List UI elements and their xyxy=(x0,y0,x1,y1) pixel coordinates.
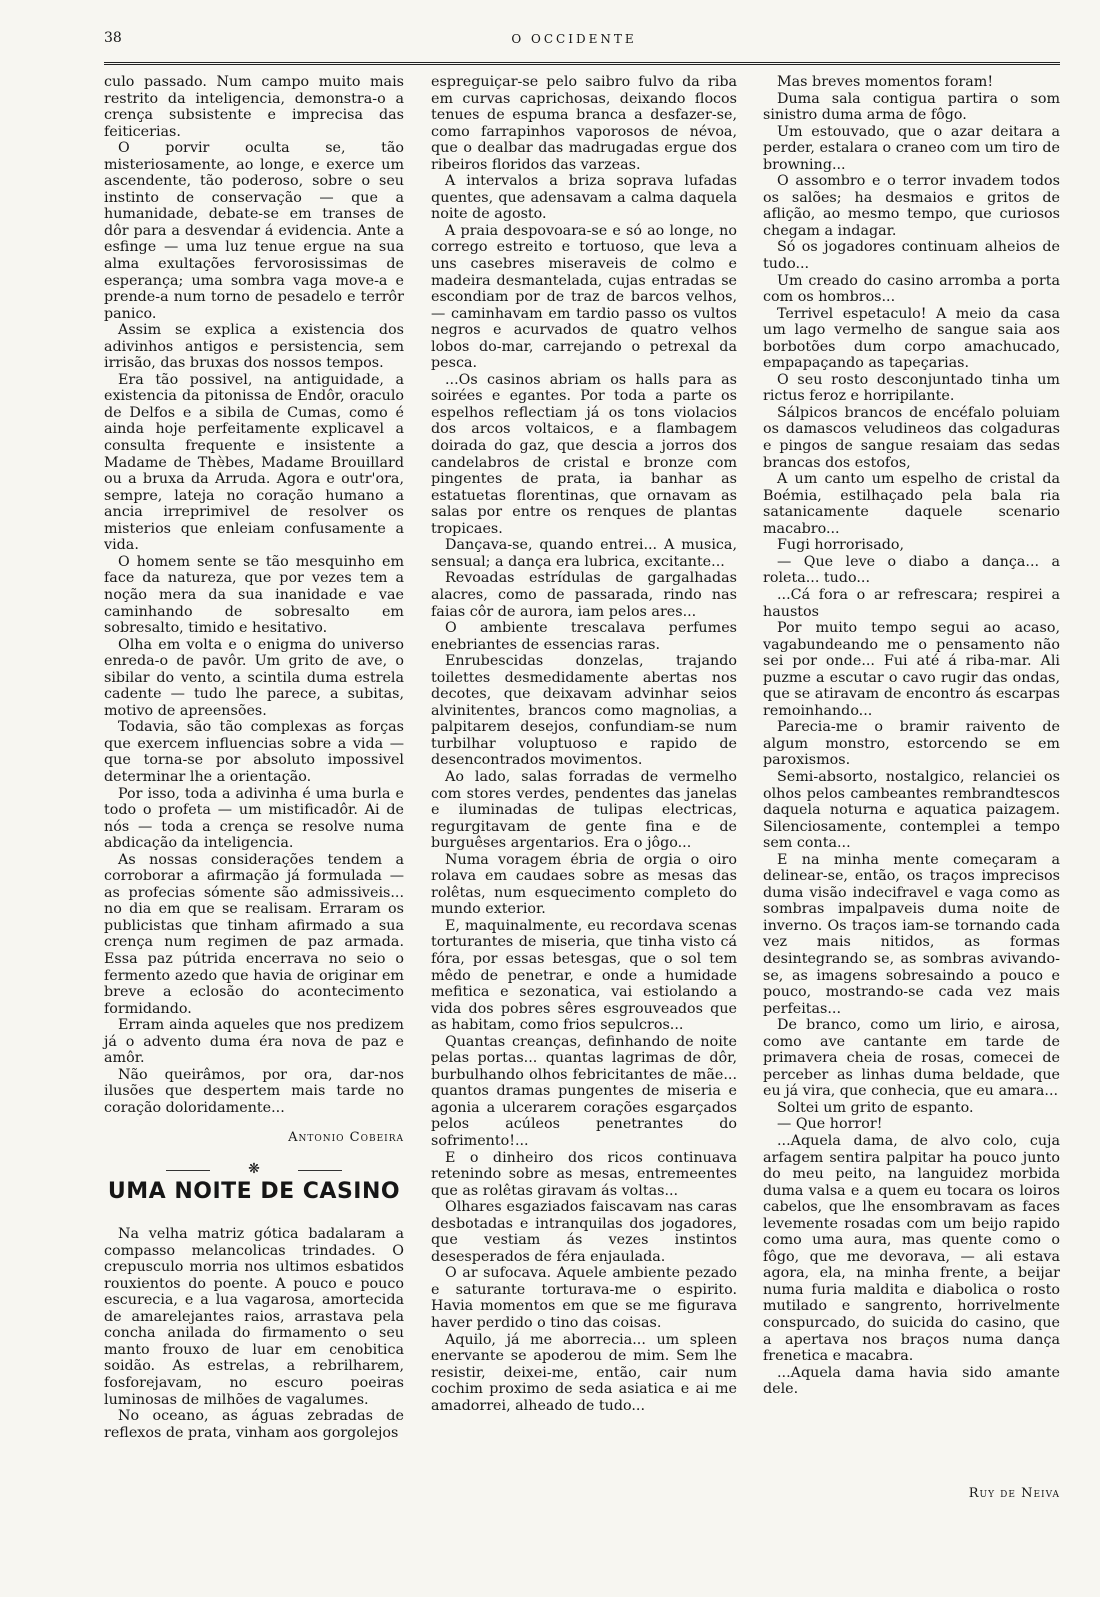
paragraph: O assombro e o terror invadem todos os salões; ha desmaios e gritos de aflição, ao mesmo tempo, que curiosos chegam a indagar. xyxy=(763,173,1060,239)
paragraph: Revoadas estrídulas de gargalhadas alacres, como de passarada, rindo nas faias côr de aurora, iam pelos ares... xyxy=(431,570,737,620)
paragraph: Todavia, são tão complexas as forças que exercem influencias sobre a vida — que torna-se por absoluto impossivel determinar lhe a orientação. xyxy=(104,719,404,785)
paragraph: A praia despovoara-se e só ao longe, no corrego estreito e tortuoso, que leva a uns casebres miseraveis de colmo e madeira desmantelada, cujas entradas se escondiam por de traz de barcos velhos, — caminhavam em tardio passo os vultos negros e acurvados de quatro velhos lobos do-mar, carrejando o petrexal da pesca. xyxy=(431,222,737,372)
paragraph: De branco, como um lirio, e airosa, como ave cantante em tarde de primavera cheia de rosas, comecei de perceber as linhas duma beldade, que eu já vira, que conhecia, que eu amara... xyxy=(763,1017,1060,1100)
paragraph: A intervalos a briza soprava lufadas quentes, que adensavam a calma daquela noite de agosto. xyxy=(431,173,737,223)
paragraph: As nossas considerações tendem a corroborar a afirmação já formulada — as profecias sómente são admissiveis... no dia em que se realisam. Erraram os publicistas que tinham afirmado a sua crença num regimen de paz armada. Essa paz pútrida encerrava no seio o fermento azedo que havia de originar em breve a eclosão do acontecimento formidando. xyxy=(104,851,404,1017)
paragraph: Na velha matriz gótica badalaram a compasso melancolicas trindades. O crepusculo morria nos ultimos esbatidos rouxientos do poente. A pouco e pouco escurecia, e a lua vagarosa, amortecida de amarelejantes raios, arrastava pela concha anilada do firmamento o seu manto frouxo de luar em cenobitica soidão. As estrelas, a rebrilharem, fosforejavam, no escuro poeiras luminosas de milhões de vagalumes. xyxy=(104,1226,404,1408)
paragraph: O seu rosto desconjuntado tinha um rictus feroz e horripilante. xyxy=(763,371,1060,405)
paragraph: Por isso, toda a adivinha é uma burla e todo o profeta — um mistificadôr. Ai de nós — toda a crença se resolve numa abdicação da inteligencia. xyxy=(104,785,404,852)
paragraph: ...Aquela dama havia sido amante dele. xyxy=(763,1364,1060,1398)
paragraph: Ao lado, salas forradas de vermelho com stores verdes, pendentes das janelas e iluminadas de tulipas electricas, regurgitavam de gente fina e de burguêses argentarios. Era o jôgo... xyxy=(431,768,737,852)
paragraph: Erram ainda aqueles que nos predizem já o advento duma éra nova de paz e amôr. xyxy=(104,1017,404,1067)
paragraph: Duma sala contigua partira o som sinistro duma arma de fôgo. xyxy=(763,90,1060,124)
paragraph: A um canto um espelho de cristal da Boémia, estilhaçado pela bala ria satanicamente daquele scenario macabro... xyxy=(763,471,1060,537)
paragraph: Só os jogadores continuam alheios de tudo... xyxy=(763,239,1060,273)
paragraph: Numa voragem ébria de orgia o oiro rolava em caudaes sobre as mesas das rolêtas, num esquecimento completo do mundo exterior. xyxy=(431,851,737,918)
header-rule xyxy=(104,62,1060,65)
column-2 xyxy=(431,74,737,1414)
paragraph: Sálpicos brancos de encéfalo poluiam os damascos veludineos das colgaduras e pingos de sangue resaiam das sedas brancas dos estofos, xyxy=(763,404,1060,471)
journal-title: O OCCIDENTE xyxy=(511,32,637,46)
column-3 xyxy=(763,74,1060,1398)
paragraph: Olhares esgaziados faiscavam nas caras desbotadas e intranquilas dos jogadores, que vestiam ás vezes instintos desesperados de féra enjaulada. xyxy=(431,1199,737,1265)
paragraph: Parecia-me o bramir raivento de algum monstro, estorcendo se em paroxismos. xyxy=(763,719,1060,769)
paragraph: O ambiente trescalava perfumes enebriantes de essencias raras. xyxy=(431,620,737,653)
ornament-divider: ❋ xyxy=(104,1161,404,1178)
paragraph: E, maquinalmente, eu recordava scenas torturantes de miseria, que tinha visto cá fóra, por essas betesgas, que o sol tem mêdo de penetrar, e onde a humidade mefitica e sezonatica, vai estiolando a vida dos pobres sêres esgrouveados que as habitam, como frios sepulcros... xyxy=(431,917,737,1034)
paragraph: culo passado. Num campo muito mais restrito da inteligencia, demonstra-o a crença subsistente e imprecisa das feiticerias. xyxy=(104,74,404,140)
paragraph: — Que leve o diabo a dança... a roleta... tudo... xyxy=(763,553,1060,587)
paragraph: Um creado do casino arromba a porta com os hombros... xyxy=(763,272,1060,306)
paragraph: Assim se explica a existencia dos adivinhos antigos e persistencia, sem irrisão, das bruxas dos nossos tempos. xyxy=(104,322,404,372)
page-header xyxy=(86,28,1062,50)
paragraph: ...Os casinos abriam os halls para as soirées e egantes. Por toda a parte os espelhos reflectiam já os tons violacios dos arcos voltaicos, e a flambagem doirada do gaz, que descia a jorros dos candelabros de cristal e bronze com pingentes de prata, ia banhar as estatuetas florentinas, que ornavam as salas por entre os renques de plantas tropicaes. xyxy=(431,371,737,537)
paragraph: ...Cá fora o ar refrescara; respirei a haustos xyxy=(763,586,1060,620)
paragraph: E o dinheiro dos ricos continuava retenindo sobre as mesas, entremeentes que as rolêtas giravam ás voltas... xyxy=(431,1149,737,1199)
author-signature: Ruy de Neiva xyxy=(968,1486,1060,1501)
page-number: 38 xyxy=(104,30,122,46)
paragraph: Soltei um grito de espanto. xyxy=(777,1099,974,1116)
column-1 xyxy=(104,74,404,1441)
paragraph: O porvir oculta se, tão misteriosamente, ao longe, e exerce um ascendente, tão poderoso, sobre o seu instinto de conservação — que a humanidade, debate-se em transes de dôr para a desvendar á evidencia. Ante a esfinge — uma luz tenue ergue na sua alma exultações fervorosissimas de esperança; uma sombra vaga move-a e prende-a num torno de pesadelo e terrôr panico. xyxy=(104,140,404,322)
paragraph: Mas breves momentos foram! xyxy=(777,74,994,90)
paragraph: espreguiçar-se pelo saibro fulvo da riba em curvas caprichosas, deixando flocos tenues de espuma branca a desfazer-se, como farrapinhos vaporosos de névoa, que o dealbar das madrugadas ergue dos ribeiros floridos das varzeas. xyxy=(431,74,737,173)
paragraph: Não queirâmos, por ora, dar-nos ilusões que despertem mais tarde no coração doloridamente... xyxy=(104,1066,404,1116)
paragraph: ...Aquela dama, de alvo colo, cuja arfagem sentira palpitar ha pouco junto do meu peito, na languidez morbida duma valsa e a quem eu tocara os loiros cabelos, que lhe ensombravam as faces levemente rosadas com um beijo rapido como uma aura, mas quente como o fôgo, que me devorava, — ali estava agora, ela, na minha frente, a beijar numa furia maldita e diabolica o rosto mutilado e sangrento, horrivelmente conspurcado, do suicida do casino, que a apertava nos braços numa dança frenetica e macabra. xyxy=(763,1133,1060,1365)
paragraph: Por muito tempo segui ao acaso, vagabundeando me o pensamento não sei por onde... Fui até á riba-mar. Ali puzme a escutar o cavo rugir das ondas, que se atiravam de encontro ás escarpas remoinhando... xyxy=(763,620,1060,719)
paragraph: Fugi horrorisado, xyxy=(777,537,905,554)
paragraph: Era tão possivel, na antiguidade, a existencia da pitonissa de Endôr, oraculo de Delfos e a sibila de Cumas, como é ainda hoje perfeitamente explicavel a consulta frequente e insistente a Madame de Thèbes, Madame Brouillard ou a bruxa da Arruda. Agora e outr'ora, sempre, lateja no coração humano a ancia irreprimivel de resolver os misterios que enleiam confusamente a vida. xyxy=(104,371,404,554)
paragraph: No oceano, as águas zebradas de reflexos de prata, vinham aos gorgolejos xyxy=(104,1408,404,1441)
paragraph: Semi-absorto, nostalgico, relanciei os olhos pelos cambeantes rembrandtescos daquela noturna e aquatica paizagem. Silenciosamente, contemplei a tempo sem conta... xyxy=(763,768,1060,852)
author-signature: Antonio Cobeira xyxy=(288,1130,404,1146)
paragraph: O homem sente se tão mesquinho em face da natureza, que por vezes tem a noção mera da sua inanidade e vae caminhando de sobresalto em sobresalto, timido e hesitativo. xyxy=(104,553,404,637)
paragraph: Aquilo, já me aborrecia... um spleen enervante se apoderou de mim. Sem lhe resistir, deixei-me, então, cair num cochim proximo de seda asiatica e ai me amadorrei, alheado de tudo... xyxy=(431,1331,737,1414)
paragraph: — Que horror! xyxy=(777,1116,883,1133)
paragraph: E na minha mente começaram a delinear-se, então, os traços imprecisos duma visão indecifravel e vaga como as sombras impalpaveis duma noite de inverno. Os traços iam-se tornando cada vez mais nitidos, as formas desintegrando se, as sombras avivando-se, as imagens sobresaindo a pouco e pouco, mostrando-se cada vez mais perfeitas... xyxy=(763,851,1060,1017)
paragraph: Quantas creanças, definhando de noite pelas portas... quantas lagrimas de dôr, burbulhando olhos febricitantes de mãe... quantos dramas pungentes de miseria e agonia a ulcerarem corações esgarçados pelos acúleos penetrantes do sofrimento!... xyxy=(431,1033,737,1149)
paragraph: Um estouvado, que o azar deitara a perder, estalara o craneo com um tiro de browning... xyxy=(763,123,1060,173)
paragraph: Terrivel espetaculo! A meio da casa um lago vermelho de sangue saia aos borbotões dum corpo amachucado, empapaçando as tapeçarias. xyxy=(763,305,1060,372)
paragraph: Dançava-se, quando entrei... A musica, sensual; a dança era lubrica, excitante... xyxy=(431,537,737,570)
paragraph: Enrubescidas donzelas, trajando toilettes desmedidamente abertas nos decotes, que deixavam advinhar seios alvinitentes, brancos como magnolias, a palpitarem desejos, confundiam-se num turbilhar voluptuoso e rapido de desencontrados movimentos. xyxy=(431,653,737,769)
article-title: UMA NOITE DE CASINO xyxy=(107,1178,401,1204)
paragraph: Olha em volta e o enigma do universo enreda-o de pavôr. Um grito de ave, o sibilar do vento, a scintila duma estrela cadente — tudo lhe parece, a subitas, motivo de apreensões. xyxy=(104,636,404,719)
paragraph: O ar sufocava. Aquele ambiente pezado e saturante torturava-me o espirito. Havia momentos em que se me figurava haver perdido o tino das coisas. xyxy=(431,1265,737,1332)
